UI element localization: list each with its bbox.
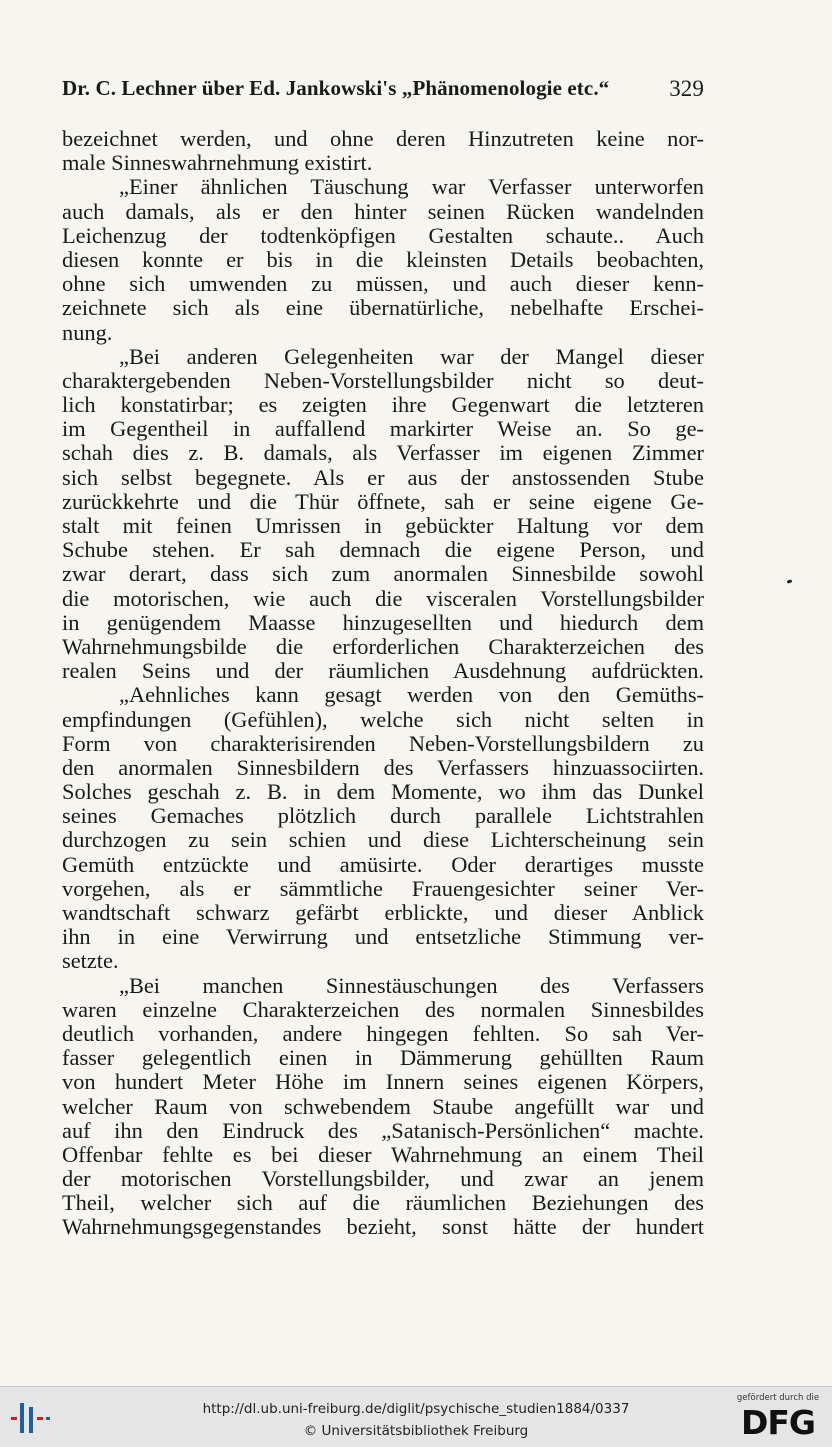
text-line: lich konstatirbar; es zeigten ihre Gegenwart die letzteren <box>62 393 704 418</box>
text-line: zurückkehrte und die Thür öffnete, sah er seine eigene Ge- <box>62 489 704 514</box>
text-line: bezeichnet werden, und ohne deren Hinzutreten keine nor- <box>62 127 704 151</box>
text-line: vorgehen, als er sämmtliche Frauengesichter seiner Ver- <box>62 876 704 901</box>
text-line: zwar derart, dass sich zum anormalen Sinnesbilde sowohl <box>62 562 704 587</box>
text-line: nung. <box>62 320 113 345</box>
text-line: der motorischen Vorstellungsbilder, und zwar an jenem <box>62 1167 704 1192</box>
text-line: Wahrnehmungsbilde die erforderlichen Charakterzeichen des <box>62 634 704 659</box>
text-line: Theil, welcher sich auf die räumlichen Beziehungen des <box>62 1191 704 1216</box>
text-line: ihn in eine Verwirrung und entsetzliche Stimmung ver- <box>62 925 704 950</box>
text-line: diesen konnte er bis in die kleinsten Details beobachten, <box>62 247 704 272</box>
text-line: fasser gelegentlich einen in Dämmerung gehüllten Raum <box>62 1046 704 1071</box>
running-title: Dr. C. Lechner über Ed. Jankowski's „Phänomenologie etc.“ <box>62 76 610 100</box>
text-line: im Gegentheil in auffallend markirter Weise an. So ge- <box>62 417 704 442</box>
text-line: „Bei anderen Gelegenheiten war der Mangel dieser <box>119 344 704 369</box>
text-line: auf ihn den Eindruck des „Satanisch-Persönlichen“ machte. <box>62 1118 704 1143</box>
text-line: stalt mit feinen Umrissen in gebückter Haltung vor dem <box>62 514 704 538</box>
text-line: schah dies z. B. damals, als Verfasser im eigenen Zimmer <box>62 441 704 466</box>
text-line: in genügendem Maasse hinzugesellten und hiedurch dem <box>62 610 704 635</box>
text-line: Offenbar fehlte es bei dieser Wahrnehmung an einem Theil <box>62 1142 704 1167</box>
text-line: deutlich vorhanden, andere hingegen fehlten. So sah Ver- <box>62 1021 704 1046</box>
running-header <box>62 76 704 101</box>
text-line: Schube stehen. Er sah demnach die eigene Person, und <box>62 538 704 563</box>
text-line: seines Gemaches plötzlich durch parallele Lichtstrahlen <box>62 804 704 829</box>
text-line: Gemüth entzückte und amüsirte. Oder derartiges musste <box>62 852 704 877</box>
text-line: waren einzelne Charakterzeichen des normalen Sinnesbildes <box>62 997 704 1022</box>
body-text <box>62 127 704 1240</box>
viewer-footer <box>0 1386 832 1447</box>
text-line: charaktergebenden Neben-Vorstellungsbilder nicht so deut- <box>62 368 704 393</box>
page-number: 329 <box>669 76 704 101</box>
text-line: den anormalen Sinnesbildern des Verfassers hinzuassociirten. <box>62 755 704 780</box>
text-line: Wahrnehmungsgegenstandes bezieht, sonst hätte der hundert <box>62 1215 704 1240</box>
dfg-logo <box>732 1393 824 1443</box>
text-line: zeichnete sich als eine übernatürliche, nebelhafte Erschei- <box>62 296 704 321</box>
ink-speck <box>787 579 793 584</box>
text-line: „Einer ähnlichen Täuschung war Verfasser unterworfen <box>119 175 704 200</box>
text-line: Form von charakterisirenden Neben-Vorstellungsbildern zu <box>62 731 704 756</box>
text-line: setzte. <box>62 949 119 974</box>
text-line: wandtschaft schwarz gefärbt erblickte, und dieser Anblick <box>62 901 704 925</box>
text-line: realen Seins und der räumlichen Ausdehnung aufdrückten. <box>62 659 704 684</box>
text-line: Leichenzug der todtenköpfigen Gestalten schaute.. Auch <box>62 223 704 248</box>
text-line: Solches geschah z. B. in dem Momente, wo ihm das Dunkel <box>62 780 704 805</box>
funder-caption: gefördert durch die <box>736 1393 820 1403</box>
text-line: „Aehnliches kann gesagt werden von den Gemüths- <box>119 683 704 708</box>
text-line: durchzogen zu sein schien und diese Lichterscheinung sein <box>62 828 704 853</box>
dfg-logo-mark: DFG <box>740 1403 816 1442</box>
text-line: empfindungen (Gefühlen), welche sich nicht selten in <box>62 707 704 732</box>
text-line: auch damals, als er den hinter seinen Rücken wandelnden <box>62 199 704 224</box>
copyright-notice: © Universitätsbibliothek Freiburg <box>303 1423 529 1439</box>
text-line: die motorischen, wie auch die visceralen Vorstellungsbilder <box>62 586 704 611</box>
text-line: ohne sich umwenden zu müssen, und auch dieser kenn- <box>62 272 704 297</box>
text-line: von hundert Meter Höhe im Innern seines eigenen Körpers, <box>62 1070 704 1095</box>
source-url[interactable]: http://dl.ub.uni-freiburg.de/diglit/psychische_studien1884/0337 <box>202 1401 630 1417</box>
text-line: sich selbst begegnete. Als er aus der anstossenden Stube <box>62 465 704 490</box>
text-line: „Bei manchen Sinnestäuschungen des Verfassers <box>119 973 704 998</box>
text-line: welcher Raum von schwebendem Staube angefüllt war und <box>62 1094 704 1119</box>
text-line: male Sinneswahrnehmung existirt. <box>62 151 373 176</box>
